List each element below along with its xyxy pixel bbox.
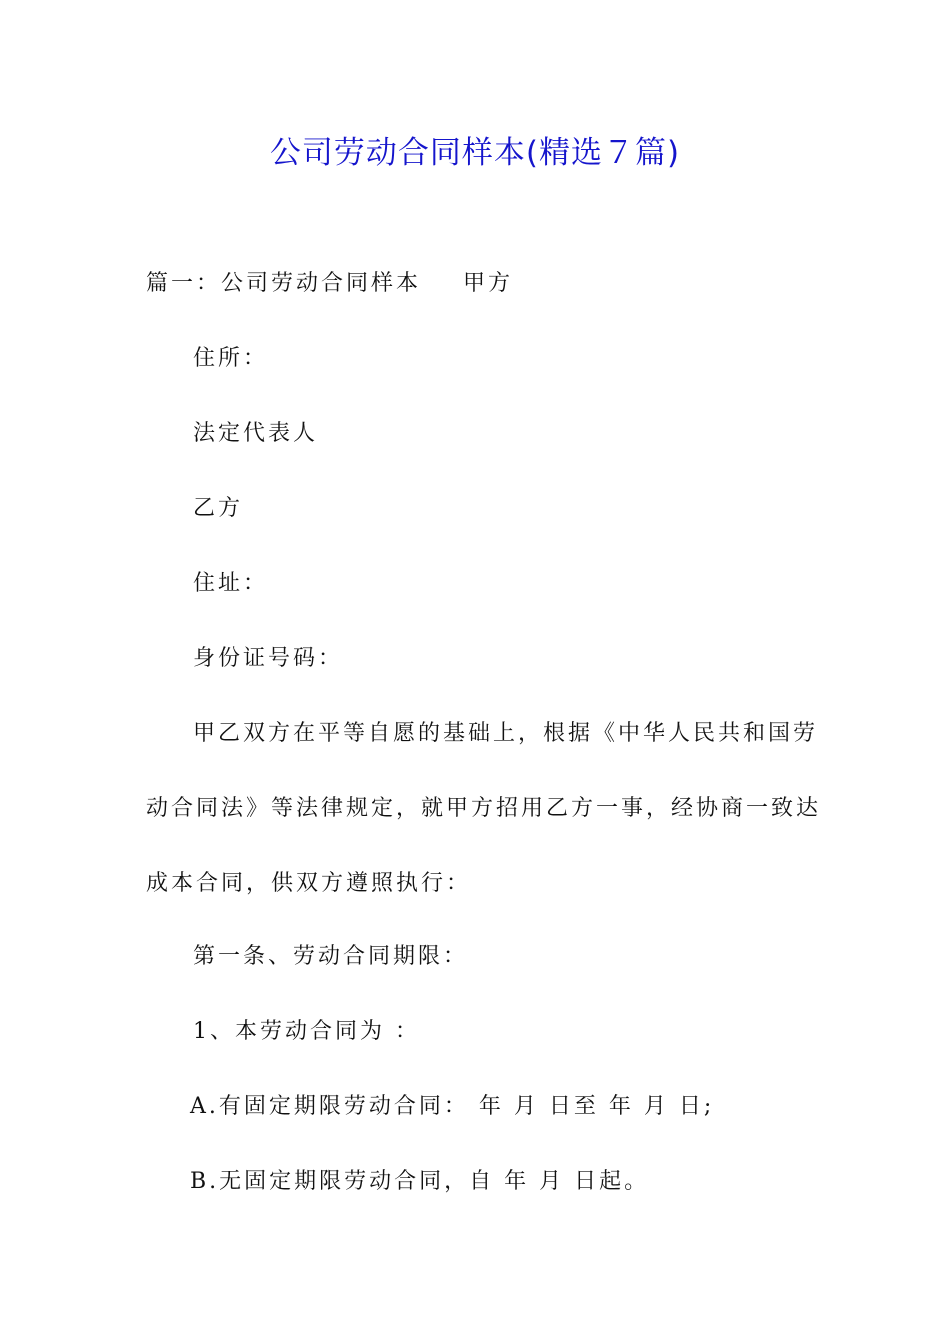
section-heading: 篇一：公司劳动合同样本 [146,271,422,296]
section-heading-line [146,269,513,299]
address-a-label: 住所： [193,346,269,371]
address-b-label: 住址： [193,571,269,596]
id-number-label: 身份证号码： [193,646,344,671]
clause-option-a: A.有固定期限劳动合同： 年 月 日至 年 月 日; [190,1094,715,1119]
legal-representative-label: 法定代表人 [193,421,319,446]
paragraph-line: 甲乙双方在平等自愿的基础上，根据《中华人民共和国劳 [193,721,819,746]
clause-item: 1、本劳动合同为 ： [193,1019,420,1044]
party-a-label: 甲方 [463,271,514,296]
party-b-label: 乙方 [193,496,244,521]
article-heading: 第一条、劳动合同期限： [193,944,469,969]
paragraph-line: 动合同法》等法律规定，就甲方招用乙方一事，经协商一致达 [146,796,822,821]
document-title: 公司劳动合同样本(精选７篇) [269,135,681,171]
clause-option-b: B.无固定期限劳动合同，自 年 月 日起。 [190,1169,650,1194]
paragraph-line: 成本合同，供双方遵照执行： [146,871,472,896]
